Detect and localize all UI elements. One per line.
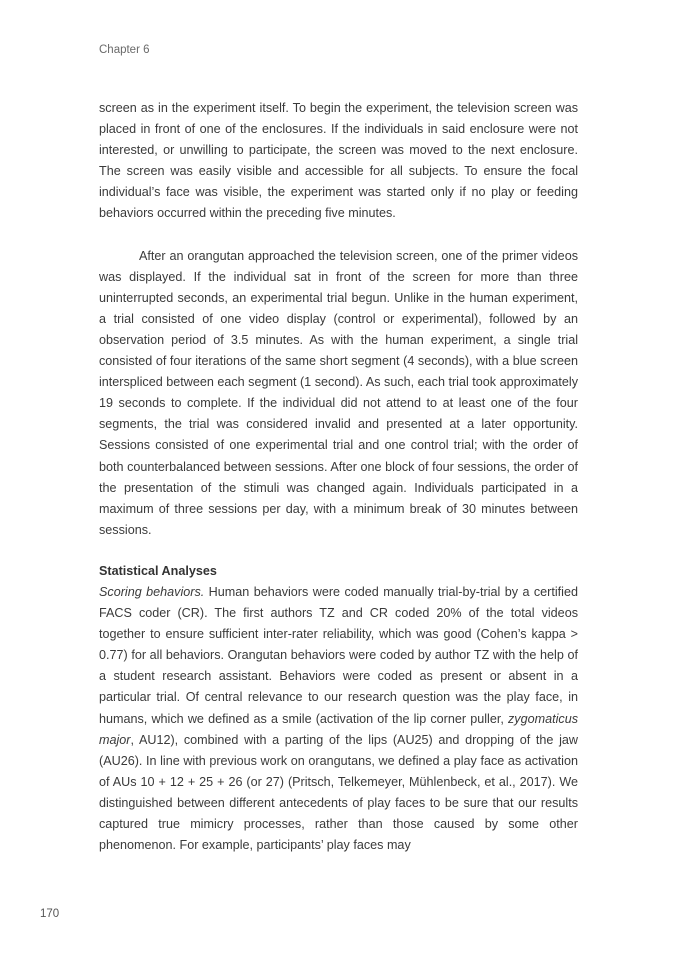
chapter-header: Chapter 6 bbox=[99, 44, 150, 56]
page-number: 170 bbox=[40, 908, 60, 920]
page-content bbox=[99, 98, 578, 856]
section-title: Statistical Analyses bbox=[99, 563, 217, 578]
paragraph-text-part1: Human behaviors were coded manually trial-by-trial by a certified FACS coder (CR). The first authors TZ and CR coded 20% of the total videos together to ensure sufficient inter-rater reliability, which was good (Cohen’s kappa > 0.77) for all behaviors. Orangutan behaviors were coded by author TZ with the help of a student research assistant. Behaviors were coded as present or absent in a particular trial. Of central relevance to our research question was the play face, in humans, which we defined as a smile (activation of the lip corner puller, bbox=[99, 584, 578, 726]
paragraph-scoring bbox=[99, 582, 578, 856]
paragraph-procedure: After an orangutan approached the television screen, one of the primer videos was displayed. If the individual sat in front of the screen for more than three uninterrupted seconds, an experimental trial begun. Unlike in the human experiment, a trial consisted of one video display (control or experimental), followed by an observation period of 3.5 minutes. As with the human experiment, a single trial consisted of four iterations of the same short segment (4 seconds), with a blue screen interspliced between each segment (1 second). As such, each trial took approximately 19 seconds to complete. If the individual did not attend to at least one of the four segments, the trial was considered invalid and presented at a later opportunity. Sessions consisted of one experimental trial and one control trial; with the order of both counterbalanced between sessions. After one block of four sessions, the order of the presentation of the stimuli was changed again. Individuals participated in a maximum of three sessions per day, with a minimum break of 30 minutes between sessions. bbox=[99, 248, 578, 537]
paragraph-setup: screen as in the experiment itself. To begin the experiment, the television screen was placed in front of one of the enclosures. If the individuals in said enclosure were not interested, or unwilling to participate, the screen was moved to the next enclosure. The screen was easily visible and accessible for all subjects. To ensure the focal individual’s face was visible, the experiment was started only if no play or feeding behaviors occurred within the preceding five minutes. bbox=[99, 101, 578, 221]
italic-term: zygomaticus major bbox=[99, 711, 578, 747]
paragraph-text-part2: , AU12), combined with a parting of the lips (AU25) and dropping of the jaw (AU26). In line with previous work on orangutans, we defined a play face as activation of AUs 10 + 12 + 25 + 26 (or 27) (Pritsch, Telkemeyer, Mühlenbeck, et al., 2017). We distinguished between different antecedents of play faces to be sure that our results captured true mimicry processes, rather than those caused by some other phenomenon. For example, participants’ play faces may bbox=[99, 732, 578, 853]
run-in-heading: Scoring behaviors. bbox=[99, 584, 205, 599]
